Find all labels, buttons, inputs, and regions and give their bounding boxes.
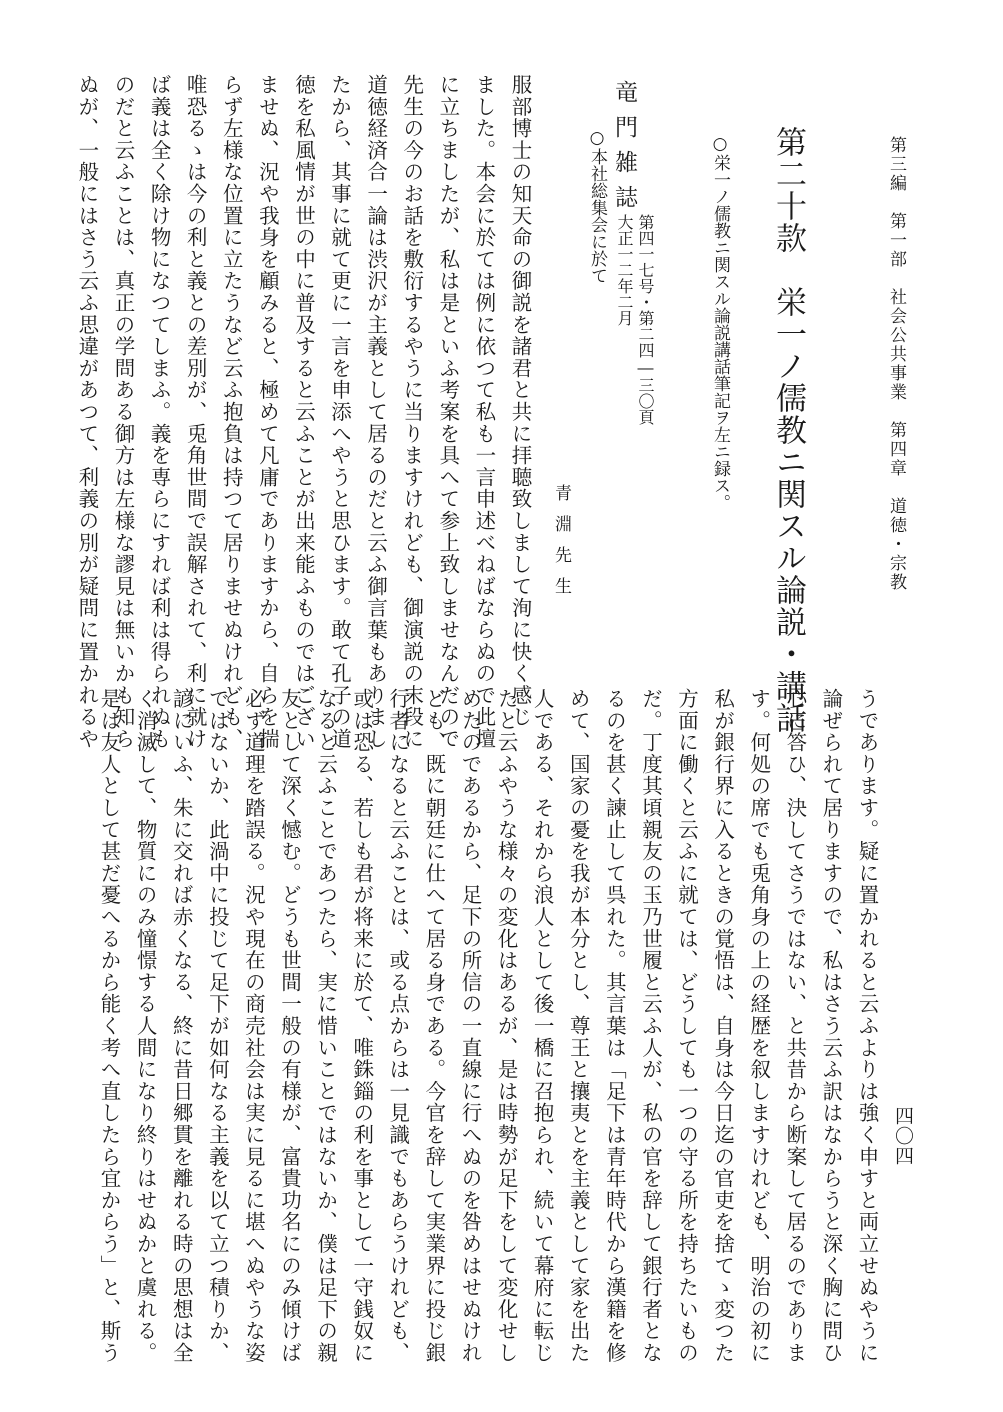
text-line: ば義は全く除け物になつてしまふ。義を専らにすれば利は得られぬも — [147, 74, 172, 750]
text-line: 徳を私風情が世の中に普及すると云ふことが出来能ふものではござい — [291, 74, 316, 750]
text-line: うであります。疑に置かれると云ふよりは強く申すと両立せぬやうに — [855, 688, 879, 1364]
text-line: 必ず道理を踏誤る。況や現在の商売社会は実に見るに堪へぬやうな姿 — [241, 688, 266, 1364]
text-line: ども、既に朝廷に仕へて居る身である。今官を辞して実業界に投じ銀 — [421, 688, 446, 1364]
text-line: 道徳経済合一論は渋沢が主義として居るのだと云ふ御言葉もありまし — [363, 74, 388, 750]
text-line: 先生の今のお話を敷衍するやうに当りますけれども、御演説の末段に — [399, 74, 424, 750]
text-line: 論ぜられて居りますので、私はさう云ふ訳はなからうと深く胸に問ひ — [818, 688, 843, 1364]
text-line: るのを甚く諫止して呉れた。其言葉は「足下は青年時代から漢籍を修 — [602, 688, 627, 1364]
text-line: のだと云ふことは、真正の学問ある御方は左様な謬見は無いかも知ら — [110, 74, 135, 750]
text-line: ませぬ、況や我身を顧みると、極めて凡庸でありますから、自らを揣 — [255, 74, 280, 750]
text-line: 諺にいふ、朱に交れば赤くなる、終に昔日郷貫を離れる時の思想は全 — [169, 688, 194, 1364]
source-title: 竜門雑誌 — [611, 80, 637, 220]
occasion-line: ○本社総集会に於て — [587, 128, 607, 284]
text-line: 行者になると云ふことは、或る点からは一見識でもあらうけれども、 — [385, 688, 410, 1364]
text-line: 人である、それから浪人として後一橋に召抱られ、続いて幕府に転じ — [530, 688, 555, 1364]
text-line: ました。本会に於ては例に依つて私も一言申述べねばならぬので此壇 — [471, 74, 496, 750]
running-header: 第三編 第一部 社会公共事業 第四章 道徳・宗教 — [886, 136, 906, 592]
body-text-lower — [99, 688, 877, 1364]
text-line: めたのであるから、足下の所信の一直線に行へぬのを咎めはせぬけれ — [457, 688, 482, 1364]
speaker-name: 青淵先生 — [551, 484, 571, 608]
text-line: 心に答ひ、決してさうではない、と共昔から断案して居るのでありま — [782, 688, 807, 1364]
text-line: たから、其事に就て更に一言を申添へやうと思ひます。敢て孔子の道 — [327, 74, 352, 750]
text-line: 或は恐る、若しも君が将来に於て、唯銖錙の利を事として一守銭奴に — [349, 688, 374, 1364]
text-line: す。何処の席でも兎角身の上の経歴を叙しますけれども、明治の初に — [746, 688, 771, 1364]
text-line: たと云ふやうな様々の変化はあるが、是は時勢が足下をして変化せし — [494, 688, 519, 1364]
source-date: 大正一二年二月 — [615, 214, 634, 326]
text-line: に立ちましたが、私は是といふ考案を具へて参上致しませなんだので — [435, 74, 460, 750]
section-note: ○栄一ノ儒教ニ関スル論説講話筆記ヲ左ニ録ス。 — [710, 134, 730, 511]
text-line: ぬが、一般にはさう云ふ思違があつて、利義の別が疑問に置かれるや — [74, 74, 99, 750]
source-meta — [614, 214, 656, 425]
section-title: 第二十款 栄一ノ儒教ニ関スル論説・講話 — [770, 126, 806, 734]
text-line: 友として深く憾む。どうも世間一般の有様が、富貴功名にのみ傾けば — [277, 688, 302, 1364]
page-number: 四〇四 — [892, 1106, 914, 1166]
text-line: めて、国家の憂を我が本分とし、尊王と攘夷とを主義として家を出た — [566, 688, 591, 1364]
text-line: ではないか、此渦中に投じて足下が如何なる主義を以て立つ積りか、 — [205, 688, 230, 1364]
text-line: なると云ふことであつたら、実に惜いことではないか、僕は足下の親 — [313, 688, 338, 1364]
source-issue: 第四一七号・第二四―三〇頁 — [636, 214, 655, 425]
text-line: らず左様な位置に立たうなど云ふ抱負は持つて居りませぬけれども、 — [219, 74, 244, 750]
text-line: 服部博士の知天命の御説を諸君と共に拝聴致しまして洵に快く感じ — [508, 74, 532, 728]
text-line: 唯恐るゝは今の利と義との差別が、兎角世間で誤解されて、利に就け — [183, 74, 208, 750]
text-line: 方面に働くと云ふに就ては、どうしても一つの守る所を持ちたいもの — [674, 688, 699, 1364]
text-line: 是は友人として甚だ憂へるから能く考へ直したら宜からう」と、斯う — [97, 688, 122, 1364]
text-line: だ。丁度其頃親友の玉乃世履と云ふ人が、私の官を辞して銀行者とな — [638, 688, 663, 1364]
text-line: く消滅して、物質にのみ憧憬する人間になり終りはせぬかと虞れる。 — [133, 688, 158, 1364]
body-text-upper — [76, 74, 530, 750]
text-line: 私が銀行界に入るときの覚悟は、自身は今日迄の官吏を捨てゝ変つた — [710, 688, 735, 1364]
